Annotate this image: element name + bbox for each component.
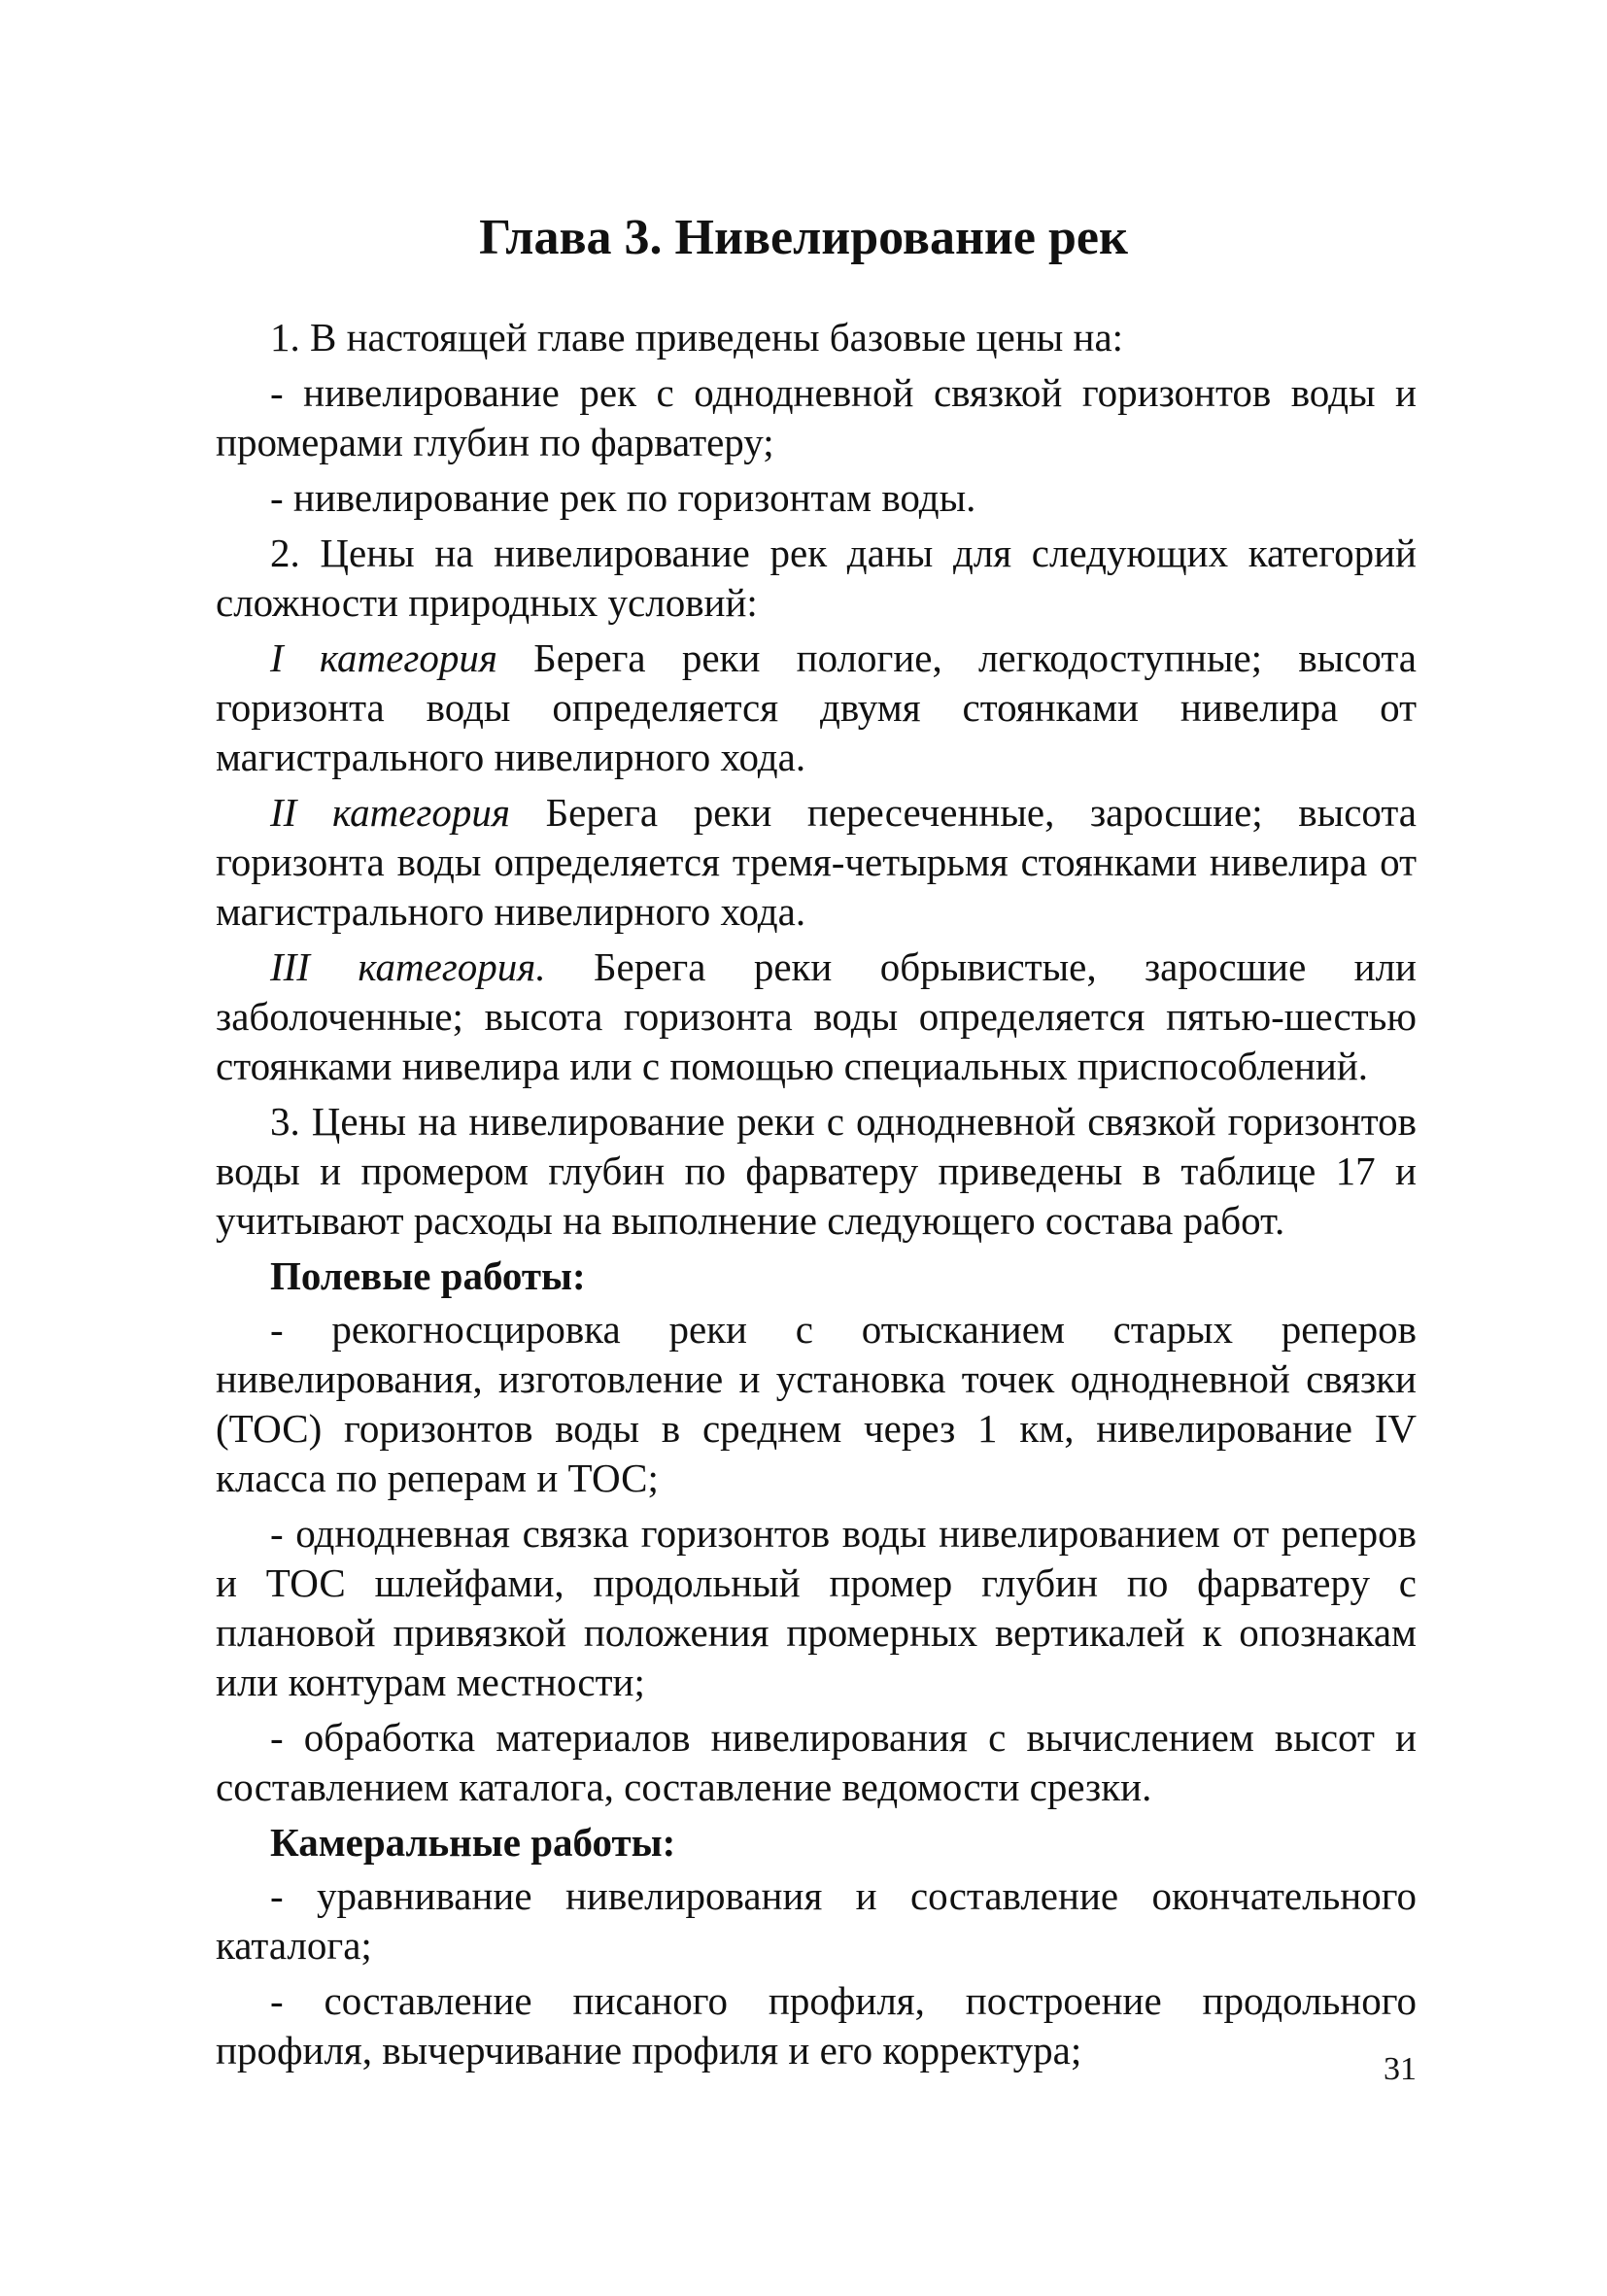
paragraph-1: 1. В настоящей главе приведены базовые цены на:	[270, 315, 1124, 360]
chapter-body	[216, 313, 1417, 2081]
category-1-label: I категория	[270, 635, 497, 680]
category-2-text: Берега реки пересеченные, заросшие; высота горизонта воды определяется тремя-четырьмя стоянками нивелира от магистрального нивелирного хода.	[216, 790, 1417, 934]
category-1-text: Берега реки пологие, легкодоступные; высота горизонта воды определяется двумя стоянками нивелира от магистрального нивелирного хода.	[216, 635, 1417, 779]
paragraph-3: 3. Цены на нивелирование реки с однодневной связкой горизонтов воды и промером глубин по фарватеру приведены в таблице 17 и учитывают расходы на выполнение следующего состава работ.	[216, 1099, 1417, 1243]
office-work-item-1: - уравнивание нивелирования и составление окончательного каталога;	[216, 1873, 1417, 1968]
page-number: 31	[1384, 2051, 1417, 2087]
list-item-river-leveling-depth: - нивелирование рек с однодневной связкой горизонтов воды и промерами глубин по фарватеру;	[216, 370, 1417, 464]
field-work-item-3: - обработка материалов нивелирования с вычислением высот и составлением каталога, составление ведомости срезки.	[216, 1715, 1417, 1809]
office-work-item-2: - составление писаного профиля, построение продольного профиля, вычерчивание профиля и его корректура;	[216, 1978, 1417, 2073]
chapter-title: Глава 3. Нивелирование рек	[479, 210, 1128, 265]
category-3-text: Берега реки обрывистые, заросшие или заболоченные; высота горизонта воды определяется пятью-шестью стоянками нивелира или с помощью специальных приспособлений.	[216, 944, 1417, 1088]
field-works-heading: Полевые работы:	[270, 1253, 586, 1298]
category-2-label: II категория	[270, 790, 510, 835]
category-3-label: III категория.	[270, 944, 546, 989]
list-item-river-leveling-horizons: - нивелирование рек по горизонтам воды.	[270, 475, 976, 520]
category-1-paragraph	[216, 634, 1417, 782]
office-works-heading: Камеральные работы:	[270, 1820, 676, 1865]
paragraph-2: 2. Цены на нивелирование рек даны для следующих категорий сложности природных условий:	[216, 531, 1417, 625]
category-2-paragraph	[216, 788, 1417, 937]
field-work-item-1: - рекогносцировка реки с отысканием старых реперов нивелирования, изготовление и установка точек однодневной связки (ТОС) горизонтов воды в среднем через 1 км, нивелирование IV класса по реперам и ТОС;	[216, 1307, 1417, 1500]
field-work-item-2: - однодневная связка горизонтов воды нивелированием от реперов и ТОС шлейфами, продольный промер глубин по фарватеру с плановой привязкой положения промерных вертикалей к опознакам или контурам местности;	[216, 1511, 1417, 1704]
category-3-paragraph	[216, 942, 1417, 1091]
